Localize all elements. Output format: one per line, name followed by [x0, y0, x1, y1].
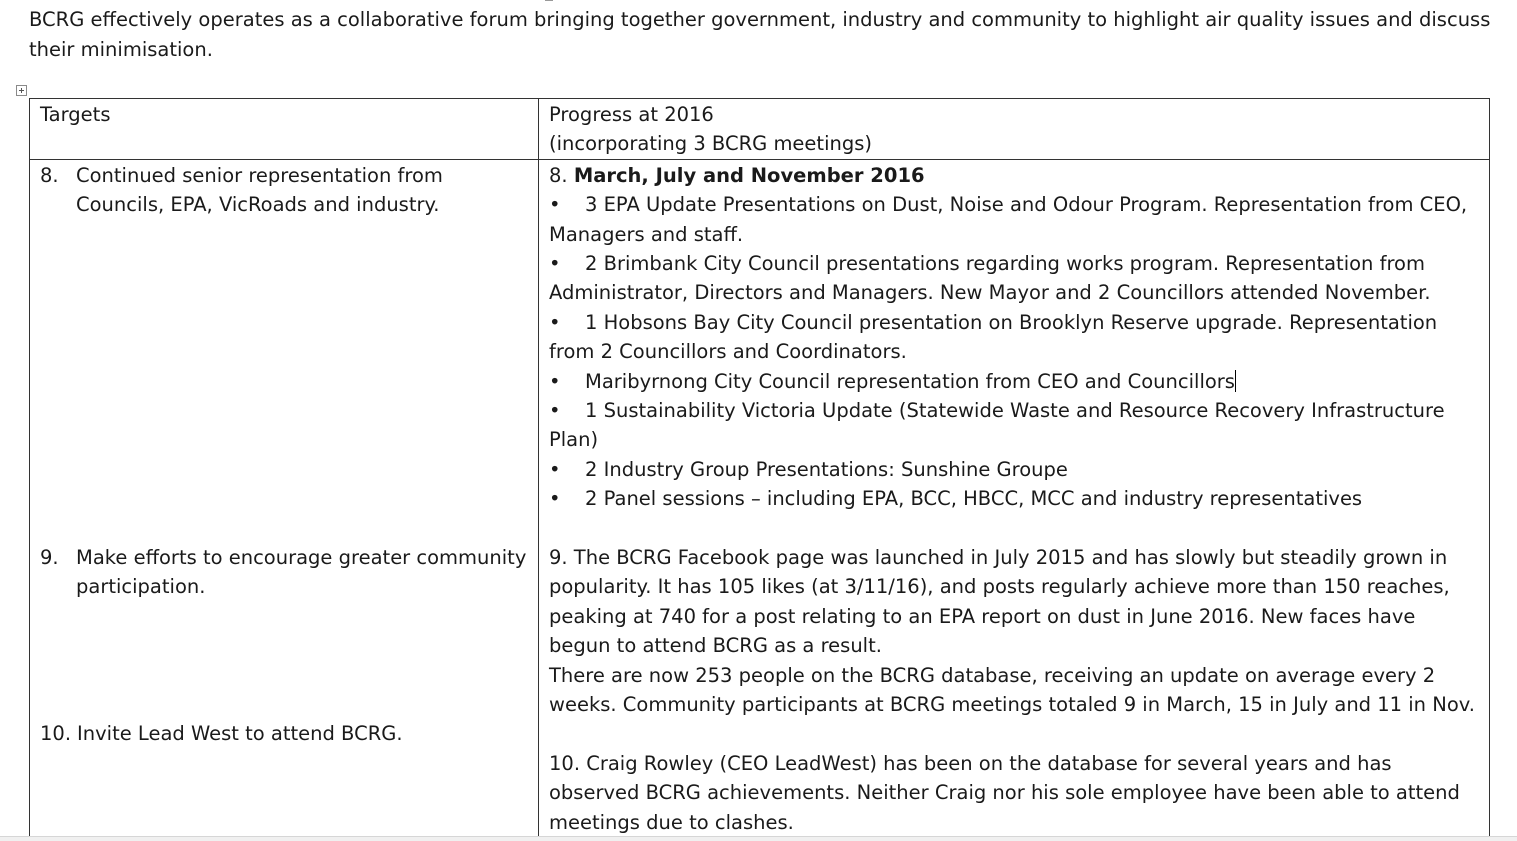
list-item — [549, 308, 1479, 367]
table-row — [30, 159, 1490, 837]
bullet-icon: • — [549, 193, 561, 217]
header-cell-progress[interactable] — [539, 99, 1490, 160]
header-cell-targets[interactable] — [30, 99, 539, 160]
bullet-text: 2 Panel sessions – including EPA, BCC, HBCC, MCC and industry representatives — [585, 487, 1363, 511]
bullet-icon: • — [549, 252, 561, 276]
header-progress-sublabel: (incorporating 3 BCRG meetings) — [549, 132, 872, 156]
table-header-row — [30, 99, 1490, 160]
bullet-text: Maribyrnong City Council representation from CEO and Councillors — [585, 369, 1235, 393]
progress-paragraph-9b: There are now 253 people on the BCRG database, receiving an update on average every 2 weeks. Community participants at BCRG meetings totaled 9 in March, 15 in July and 11 in Nov. — [549, 663, 1475, 717]
target-text: Make efforts to encourage greater community participation. — [76, 546, 527, 599]
target-number: 8. — [40, 163, 59, 187]
bullet-text: 1 Hobsons Bay City Council presentation on Brooklyn Reserve upgrade. Representation from 2 Councillors and Coordinators. — [549, 310, 1438, 364]
header-progress-label: Progress at 2016 — [549, 103, 714, 126]
progress-title-number: 8. — [549, 163, 568, 187]
bullet-icon: • — [549, 399, 561, 423]
target-item-9 — [40, 543, 528, 602]
list-item — [549, 455, 1479, 484]
list-item — [549, 484, 1479, 513]
text-cursor — [1235, 370, 1236, 392]
bullet-icon: • — [549, 310, 561, 334]
progress-paragraph-10: 10. Craig Rowley (CEO LeadWest) has been on the database for several years and has observed BCRG achievements. Neither Craig nor his sole employee have been able to attend meetings due to clashes. — [549, 751, 1460, 834]
progress-cell[interactable] — [539, 159, 1490, 837]
progress-paragraph-9: 9. The BCRG Facebook page was launched in July 2015 and has slowly but steadily grown in popularity. It has 105 likes (at 3/11/16), and posts regularly achieve more than 150 reaches, peaking at 740 for a post relating to an EPA report on dust in June 2016. New faces have begun to attend BCRG as a result. — [549, 546, 1450, 658]
progress-title-text: March, July and November 2016 — [573, 163, 925, 187]
bullet-text: 3 EPA Update Presentations on Dust, Noise and Odour Program. Representation from CEO, Managers and staff. — [549, 193, 1468, 246]
target-item-10 — [40, 719, 528, 748]
target-number: 10. — [40, 722, 72, 746]
ruler-marker — [545, 0, 553, 1]
target-text: Invite Lead West to attend BCRG. — [77, 722, 403, 746]
page-bottom-edge — [0, 836, 1517, 841]
bullet-text: 2 Industry Group Presentations: Sunshine Groupe — [585, 457, 1068, 481]
bullet-icon: • — [549, 369, 561, 393]
target-cell[interactable] — [30, 159, 539, 837]
list-item — [549, 249, 1479, 308]
bullet-icon: • — [549, 487, 561, 511]
list-item — [549, 396, 1479, 455]
progress-title-8 — [549, 161, 1479, 190]
bullet-icon: • — [549, 457, 561, 481]
bullet-text: 2 Brimbank City Council presentations regarding works program. Representation from Administrator, Directors and Managers. New Mayor and 2 Councillors attended November. — [549, 252, 1431, 305]
target-text: Continued senior representation from Councils, EPA, VicRoads and industry. — [76, 163, 443, 217]
intro-paragraph[interactable]: BCRG effectively operates as a collaborative forum bringing together government, industry and community to highlight air quality issues and discuss their minimisation. — [29, 8, 1491, 61]
target-number: 9. — [40, 546, 59, 570]
target-item-8 — [40, 161, 528, 220]
list-item — [549, 367, 1479, 396]
list-item — [549, 190, 1479, 249]
targets-progress-table — [29, 98, 1490, 838]
bullet-text: 1 Sustainability Victoria Update (Statewide Waste and Resource Recovery Infrastructure Plan) — [549, 399, 1445, 452]
table-move-handle-icon[interactable] — [16, 85, 27, 96]
header-targets-label: Targets — [40, 103, 111, 126]
